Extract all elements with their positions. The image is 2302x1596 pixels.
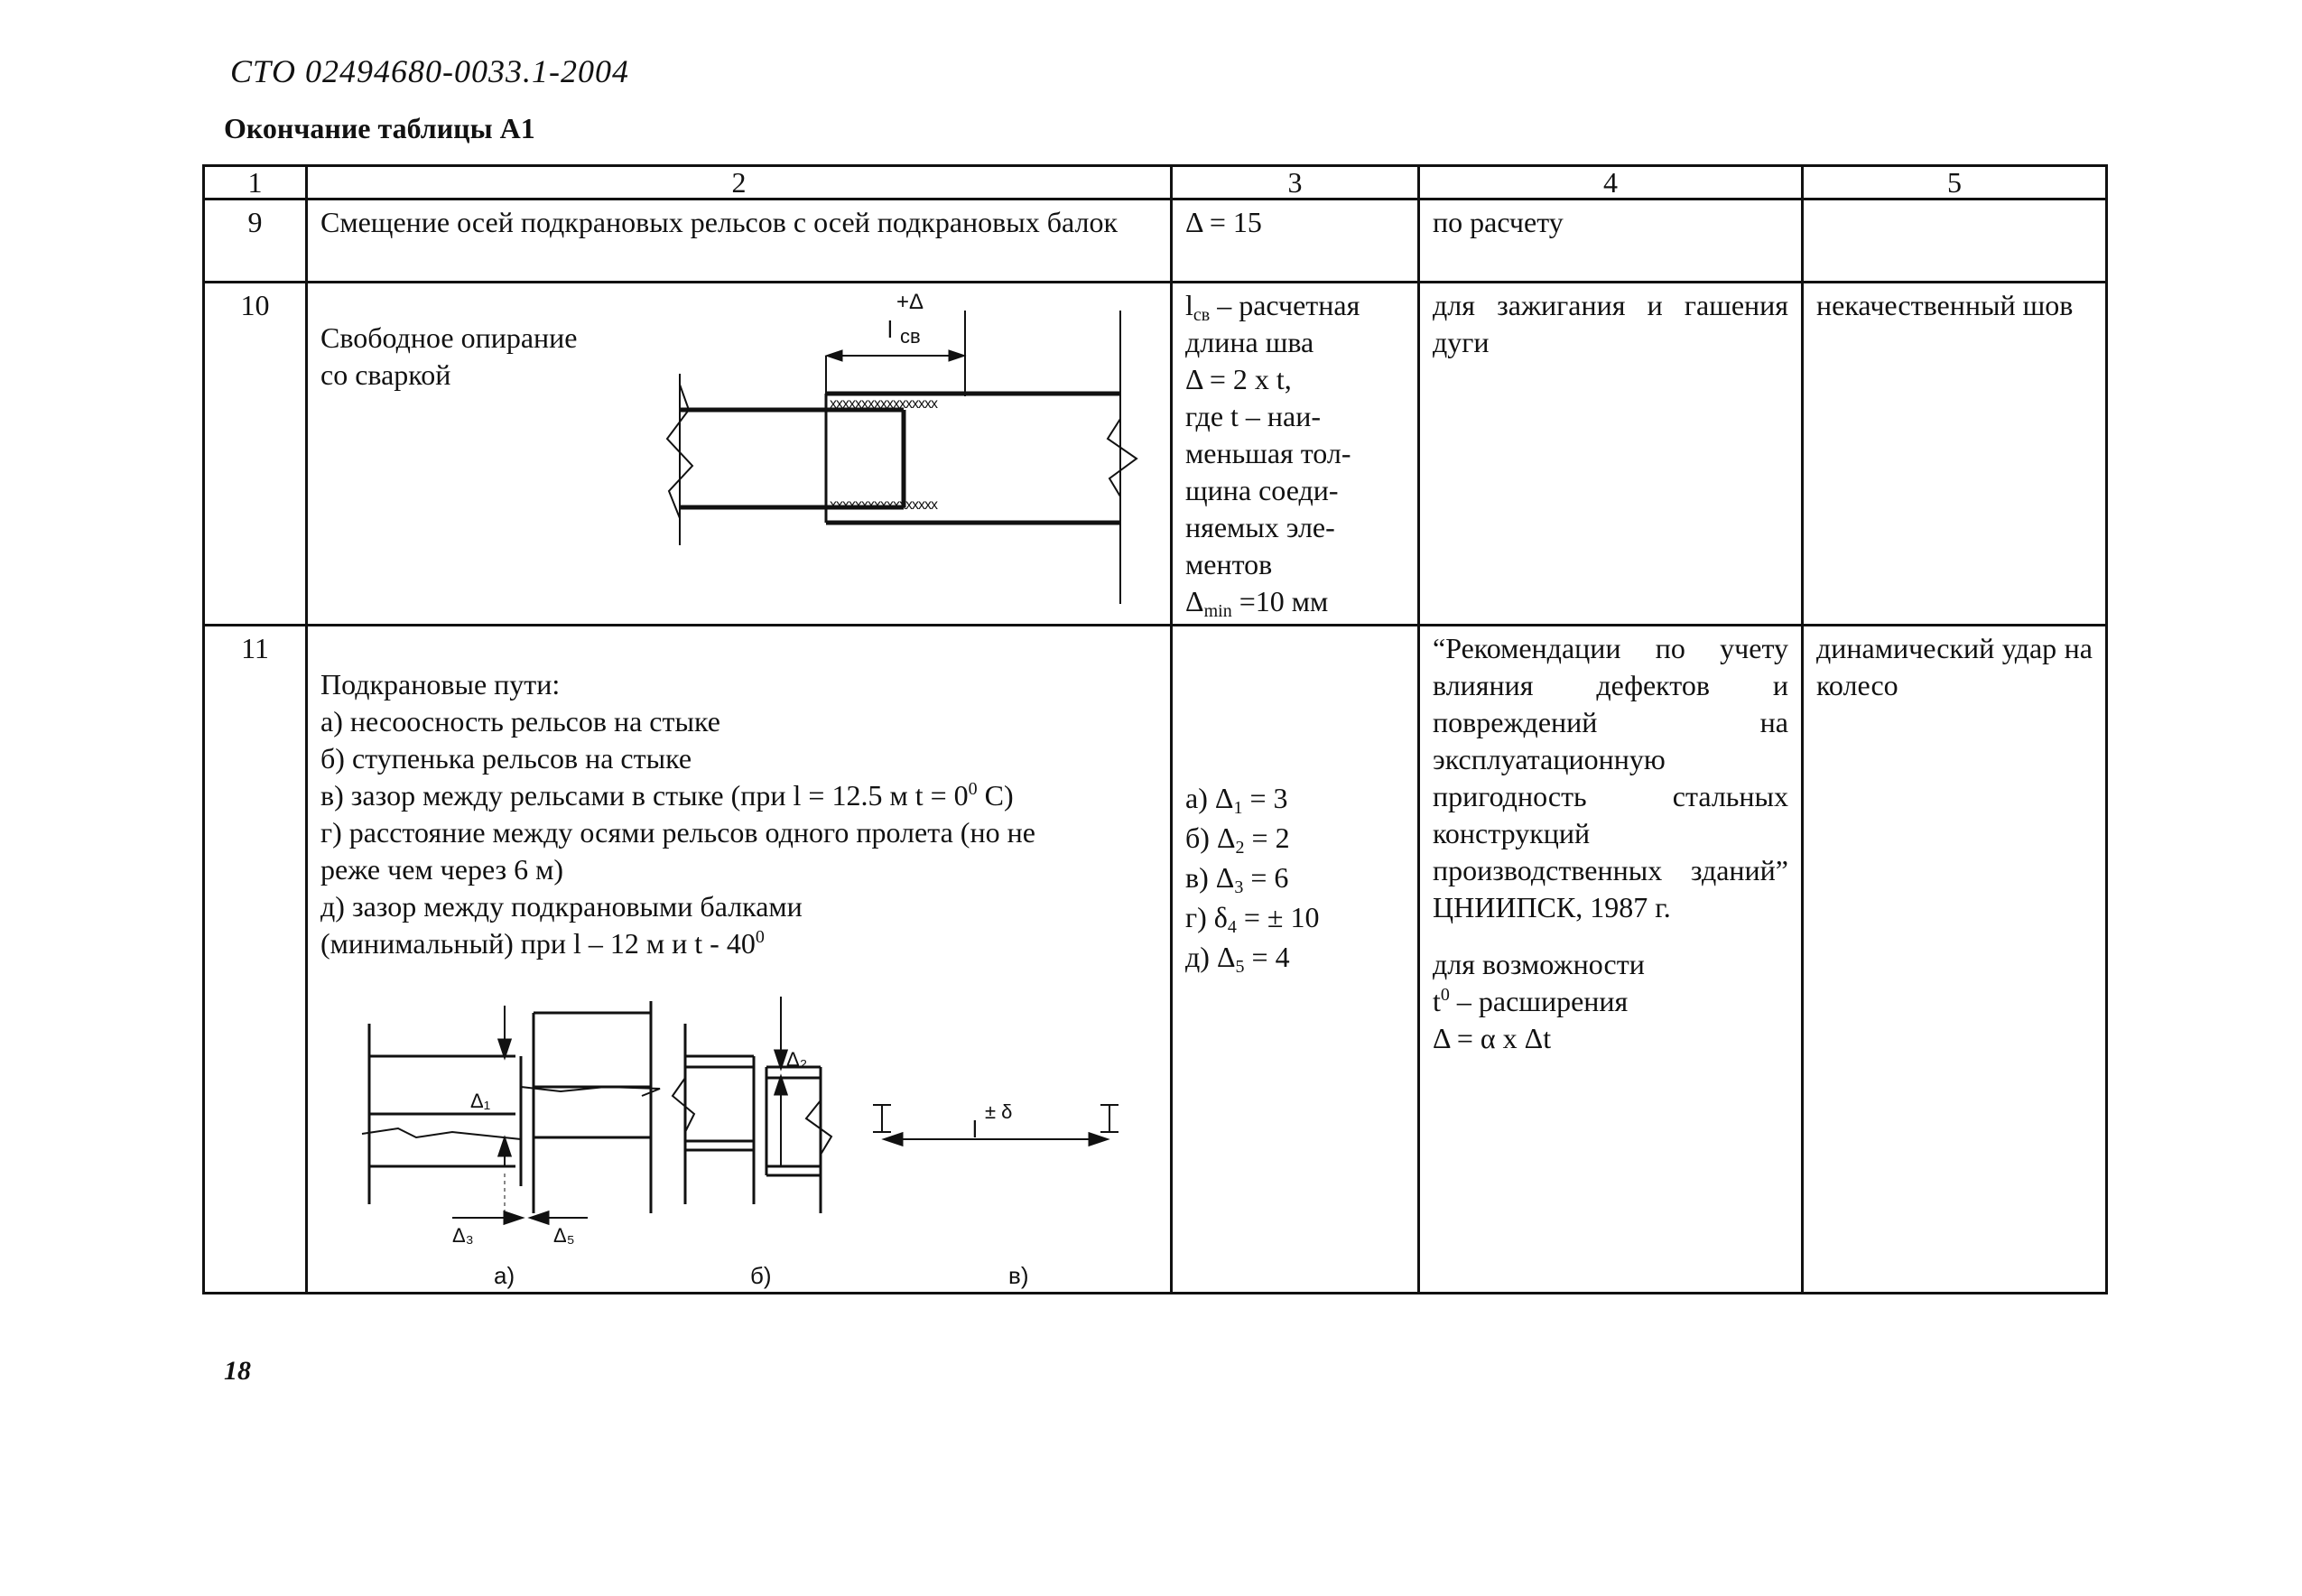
consequence-cell: динамический удар на колесо: [1803, 626, 2107, 1294]
table-row: [204, 283, 2107, 626]
table-row: [204, 200, 2107, 283]
description-text: Подкрановые пути: а) несоосность рельсов на стыке б) ступенька рельсов на стыке в) зазор между рельсами в стыке (при l = 12.5 м $t = 0^0$ С) г) расстояние между осями рельсов одного пролета (но не реже чем через 6 м) д) зазор между подкрановыми балками (минимальный) при l – 12 м и t - $40^0$: [320, 668, 1035, 960]
description-text: Свободное опирание со сваркой: [320, 321, 578, 391]
notes-cell: для зажигания и гашения дуги: [1419, 283, 1803, 626]
document-code: СТО 02494680-0033.1-2004: [230, 53, 630, 89]
figure-caption-a: а): [494, 1262, 515, 1289]
figure-caption-v: в): [1008, 1262, 1029, 1289]
figure-caption-b: б): [750, 1262, 772, 1289]
table-row: [204, 626, 2107, 1294]
page-number: 18: [224, 1356, 251, 1386]
delta-2-label: Δ₂: [786, 1048, 808, 1071]
defect-description: Смещение осей подкрановых рельсов с осей подкрановых балок: [307, 200, 1172, 283]
row-number: 10: [204, 283, 307, 626]
delta-1-label: Δ₁: [470, 1090, 491, 1112]
consequence-cell: некачественный шов: [1803, 283, 2107, 626]
column-number-row: [204, 166, 2107, 200]
weld-length-subscript: св: [900, 325, 921, 348]
tolerance-value: а) $\Delta_1 = 3$ б) $\Delta_2 = 2$ в) $\Delta_3 = 6$ г) $\delta_4$ = ± 10 д) $\Delta_5 = 4$: [1172, 626, 1419, 1294]
column-header: 5: [1803, 166, 2107, 200]
row-number: 9: [204, 200, 307, 283]
table-title: Окончание таблицы А1: [224, 112, 535, 144]
plus-delta-label: +Δ: [896, 290, 924, 314]
column-header: 4: [1419, 166, 1803, 200]
delta-5-label: Δ₅: [553, 1224, 575, 1247]
weld-support-diagram: [308, 283, 1173, 625]
consequence-cell: [1803, 200, 2107, 283]
rail-joint-figures: [308, 626, 1173, 1294]
pm-delta-label: ± δ: [985, 1100, 1013, 1123]
notes-cell: по расчету: [1419, 200, 1803, 283]
delta-3-label: Δ₃: [452, 1224, 474, 1247]
defect-description: [307, 283, 1172, 626]
row-number: 11: [204, 626, 307, 1294]
length-label: l: [972, 1116, 978, 1143]
notes-cell: “Рекомендации по учету влияния дефектов и повреждений на эксплуатационную пригодность стальных конструкций производственных зданий” ЦНИИПСК, 1987 г. для возможности $t^0$ – расширения Δ = α x Δt: [1419, 626, 1803, 1294]
column-header: 1: [204, 166, 307, 200]
column-header: 3: [1172, 166, 1419, 200]
column-header: 2: [307, 166, 1172, 200]
tolerance-value: $l_{св}$ – расчетная длина шва Δ = 2 x t, где t – наи- меньшая тол- щина соеди- няемых эле- ментов $\Delta_{min} =10$ мм: [1172, 283, 1419, 626]
svg-text:xxxxxxxxxxxxxxxxx: xxxxxxxxxxxxxxxxx: [830, 396, 937, 412]
weld-length-label: l: [887, 316, 893, 343]
svg-text:xxxxxxxxxxxxxxxxx: xxxxxxxxxxxxxxxxx: [830, 497, 937, 513]
defect-description: [307, 626, 1172, 1294]
tolerance-value: Δ = 15: [1172, 200, 1419, 283]
defects-table: [202, 164, 2108, 1294]
